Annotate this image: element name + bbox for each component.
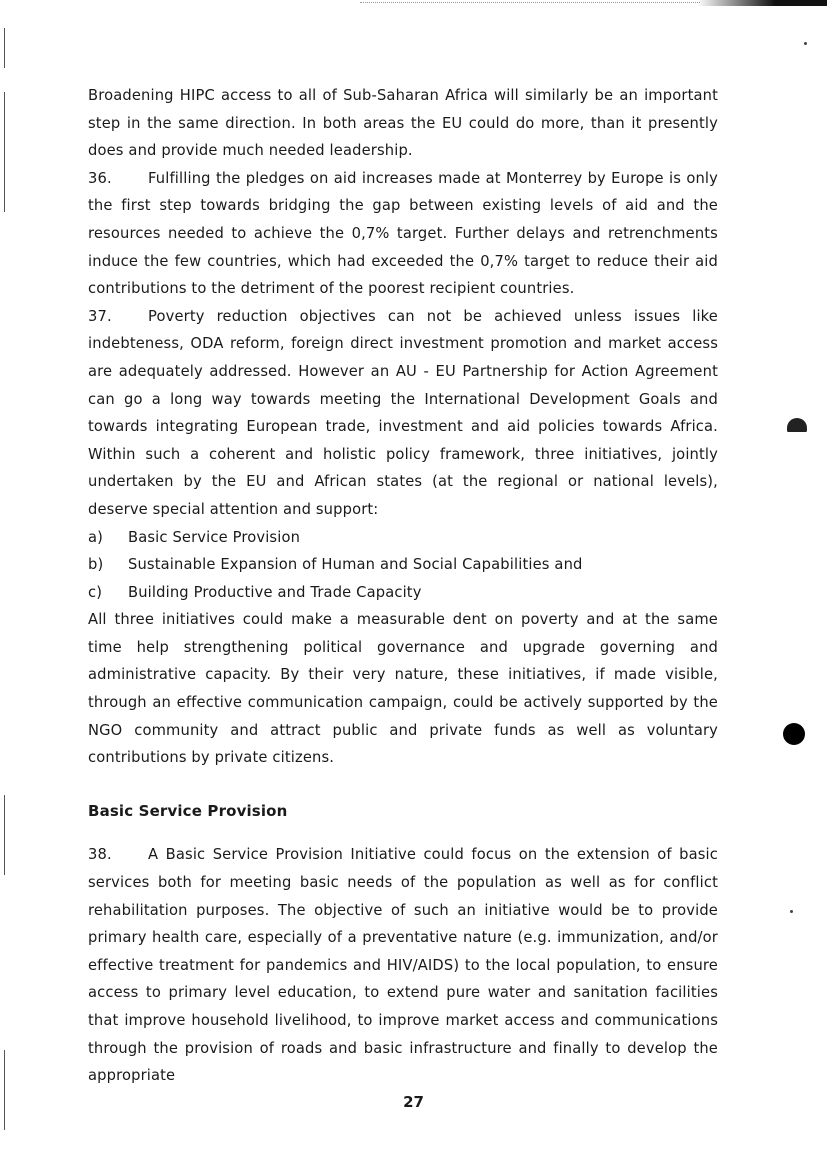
- scan-dot: [804, 42, 807, 45]
- list-marker: b): [88, 556, 104, 574]
- scan-left-line: [4, 28, 5, 68]
- spacer: [88, 772, 718, 798]
- scan-edge-mark: [697, 0, 827, 6]
- paragraph-continuation: Broadening HIPC access to all of Sub-Saharan Africa will similarly be an important step in the same direction. In both areas the EU could do more, than it presently does and provide much needed leadership.: [88, 87, 718, 160]
- paragraph-text: A Basic Service Provision Initiative could focus on the extension of basic services both for meeting basic needs of the population as well as for conflict rehabilitation purposes. The objective of such an initiative would be to provide primary health care, especially of a preventative nature (e.g. immunization, and/or effective treatment for pandemics and HIV/AIDS) to the local population, to ensure access to primary level education, to extend pure water and sanitation facilities that improve household livelihood, to improve market access and communications through the provision of roads and basic infrastructure and finally to develop the appropriate: [88, 846, 718, 1085]
- paragraph-text: Fulfilling the pledges on aid increases made at Monterrey by Europe is only the first step towards bridging the gap between existing levels of aid and the resources needed to achieve the 0,7% target. Further delays and retrenchments induce the few countries, which had exceeded the 0,7% target to reduce their aid contributions to the detriment of the poorest recipient countries.: [88, 169, 718, 298]
- paragraph-36: [88, 165, 718, 303]
- list-item: [88, 579, 718, 607]
- list-item-text: Basic Service Provision: [128, 528, 301, 546]
- paragraph-number: 37.: [88, 307, 112, 325]
- page-number: 27: [403, 1093, 424, 1111]
- document-body: [88, 82, 718, 1090]
- paragraph-38: [88, 841, 718, 1089]
- list-item: [88, 524, 718, 552]
- paragraph-37: [88, 303, 718, 524]
- scan-left-line: [4, 1050, 5, 1130]
- scan-speckle-top: [360, 2, 700, 5]
- section-heading: Basic Service Provision: [88, 801, 288, 820]
- paragraph-number: 38.: [88, 846, 112, 864]
- scan-dot: [790, 910, 793, 913]
- list-item: [88, 551, 718, 579]
- initiatives-list: [88, 524, 718, 607]
- paragraph-number: 36.: [88, 169, 112, 187]
- paragraph-after-list: All three initiatives could make a measurable dent on poverty and at the same time help strengthening political governance and upgrade governing and administrative capacity. By their very nature, these initiatives, if made visible, through an effective communication campaign, could be actively supported by the NGO community and attract public and private funds as well as voluntary contributions by private citizens.: [88, 611, 718, 767]
- punch-hole-mark: [787, 418, 807, 432]
- punch-hole: [783, 723, 805, 745]
- scan-left-line: [4, 795, 5, 875]
- list-marker: a): [88, 528, 104, 546]
- spacer: [88, 825, 718, 841]
- paragraph-text: Poverty reduction objectives can not be achieved unless issues like indebteness, ODA reform, foreign direct investment promotion and market access are adequately addressed. However an AU - EU Partnership for Action Agreement can go a long way towards meeting the International Development Goals and towards integrating European trade, investment and aid policies towards Africa. Within such a coherent and holistic policy framework, three initiatives, jointly undertaken by the EU and African states (at the regional or national levels), deserve special attention and support:: [88, 307, 718, 518]
- list-marker: c): [88, 583, 103, 601]
- list-item-text: Sustainable Expansion of Human and Social Capabilities and: [128, 556, 583, 574]
- list-item-text: Building Productive and Trade Capacity: [128, 583, 422, 601]
- scan-left-line: [4, 92, 5, 212]
